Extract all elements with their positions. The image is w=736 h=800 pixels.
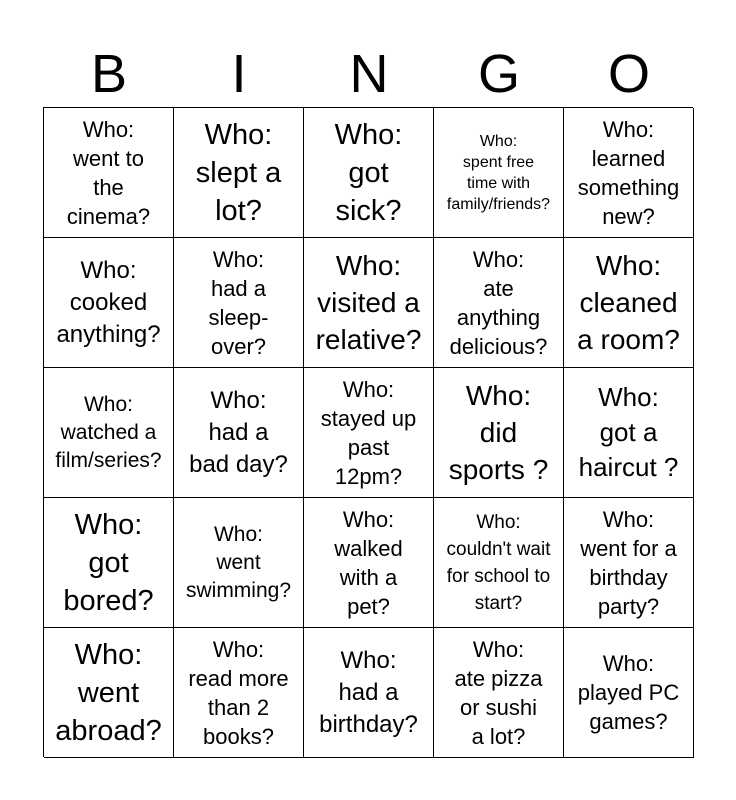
- cell-text: Who: walked with a pet?: [334, 506, 403, 619]
- bingo-cell-r5c3[interactable]: [304, 628, 434, 758]
- bingo-cell-r3c3[interactable]: [304, 368, 434, 498]
- cell-text: Who: went swimming?: [185, 522, 292, 602]
- bingo-board: [43, 107, 693, 757]
- bingo-cell-r4c2[interactable]: [174, 498, 304, 628]
- bingo-cell-r4c5[interactable]: [564, 498, 694, 628]
- bingo-cell-r1c1[interactable]: [44, 108, 174, 238]
- bingo-cell-r3c5[interactable]: [564, 368, 694, 498]
- cell-text: Who: had a birthday?: [319, 646, 418, 738]
- bingo-cell-r1c5[interactable]: [564, 108, 694, 238]
- cell-text: Who: watched a film/series?: [55, 392, 162, 472]
- cell-text: Who: went to the cinema?: [66, 116, 151, 229]
- bingo-cell-r4c4[interactable]: [434, 498, 564, 628]
- bingo-cell-r2c3[interactable]: [304, 238, 434, 368]
- bingo-cell-r2c2[interactable]: [174, 238, 304, 368]
- bingo-cell-r3c2[interactable]: [174, 368, 304, 498]
- bingo-cell-r5c1[interactable]: [44, 628, 174, 758]
- cell-text: Who: got bored?: [63, 508, 154, 617]
- cell-text: Who: stayed up past 12pm?: [320, 376, 417, 489]
- bingo-cell-r2c4[interactable]: [434, 238, 564, 368]
- bingo-cell-r5c5[interactable]: [564, 628, 694, 758]
- cell-text: Who: spent free time with family/friends?: [446, 132, 551, 213]
- cell-text: Who: slept a lot?: [195, 118, 282, 227]
- bingo-cell-r1c3[interactable]: [304, 108, 434, 238]
- cell-text: Who: cooked anything?: [56, 256, 161, 348]
- cell-text: Who: went for a birthday party?: [580, 506, 677, 619]
- header-letter-g: G: [477, 44, 520, 104]
- cell-text: Who: had a sleep- over?: [208, 246, 269, 359]
- bingo-cell-r2c5[interactable]: [564, 238, 694, 368]
- bingo-cell-r2c1[interactable]: [44, 238, 174, 368]
- cell-text: Who: had a bad day?: [189, 386, 288, 478]
- cell-text: Who: went abroad?: [55, 638, 162, 747]
- bingo-cell-r1c4[interactable]: [434, 108, 564, 238]
- cell-text: Who: cleaned a room?: [577, 250, 680, 355]
- header-letter-b: B: [90, 44, 128, 104]
- cell-text: Who: ate anything delicious?: [449, 246, 548, 359]
- bingo-header: [44, 42, 694, 106]
- cell-text: Who: did sports ?: [448, 380, 549, 485]
- header-letter-o: O: [607, 44, 650, 104]
- bingo-cell-r5c2[interactable]: [174, 628, 304, 758]
- bingo-cell-r3c1[interactable]: [44, 368, 174, 498]
- cell-text: Who: visited a relative?: [315, 250, 422, 355]
- header-letter-i: I: [231, 44, 247, 104]
- header-letter-n: N: [349, 44, 389, 104]
- cell-text: Who: ate pizza or sushi a lot?: [454, 636, 543, 749]
- cell-text: Who: couldn't wait for school to start?: [446, 511, 551, 614]
- bingo-cell-r1c2[interactable]: [174, 108, 304, 238]
- cell-text: Who: played PC games?: [577, 651, 680, 734]
- cell-text: Who: read more than 2 books?: [188, 636, 289, 749]
- bingo-cell-r5c4[interactable]: [434, 628, 564, 758]
- bingo-cell-r4c3[interactable]: [304, 498, 434, 628]
- bingo-cell-r4c1[interactable]: [44, 498, 174, 628]
- cell-text: Who: learned something new?: [577, 116, 680, 229]
- bingo-cell-r3c4[interactable]: [434, 368, 564, 498]
- cell-text: Who: got a haircut ?: [578, 382, 679, 482]
- cell-text: Who: got sick?: [334, 118, 403, 227]
